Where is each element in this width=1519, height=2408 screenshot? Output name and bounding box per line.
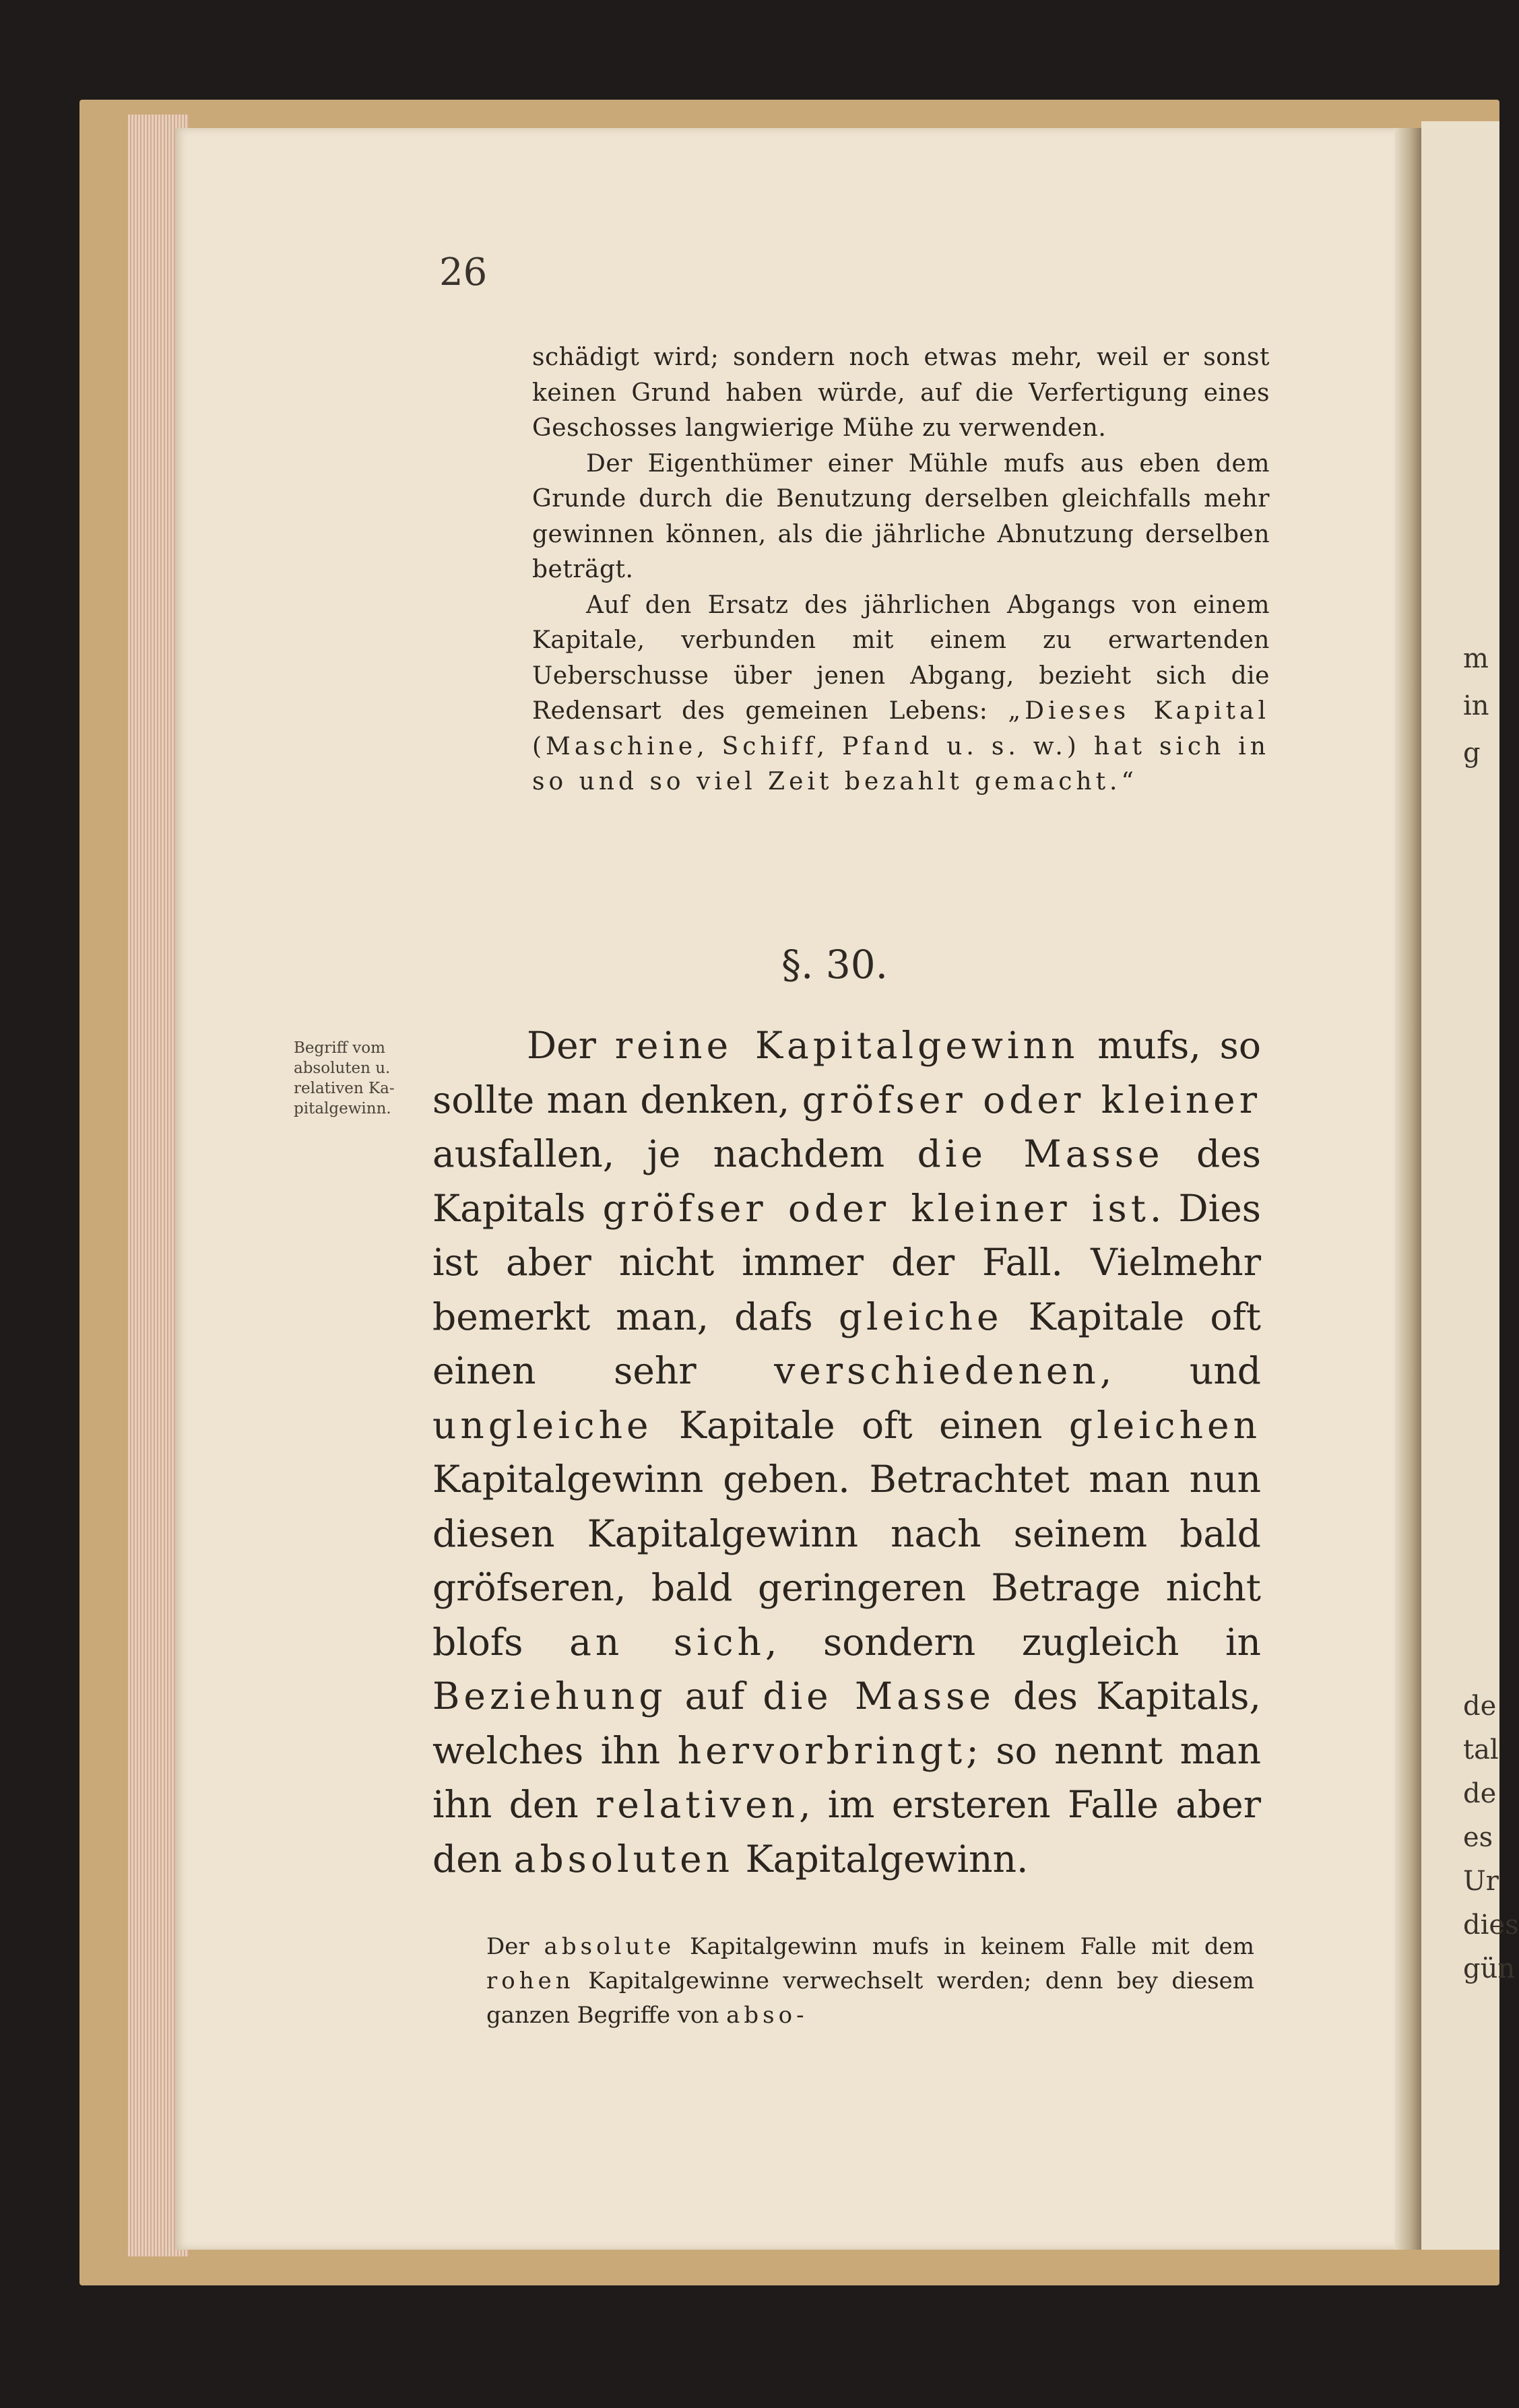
main-paragraph	[432, 1018, 1261, 1886]
text: Kapitalgewinn.	[734, 1837, 1029, 1881]
paragraph	[532, 588, 1270, 800]
emphasis: ungleiche	[432, 1403, 653, 1447]
text: , im ersteren Falle aber den	[432, 1783, 1261, 1881]
text: ; so nennt man ihn den	[432, 1728, 1261, 1826]
next-page-edge	[1421, 121, 1519, 2250]
text: des Kapitals	[432, 1132, 1262, 1230]
marginal-note-line: Begriff vom	[294, 1039, 385, 1057]
text: Der	[527, 1024, 615, 1067]
text: ausfallen, je nachdem	[432, 1132, 917, 1175]
next-page-fragment: dies	[1463, 1910, 1519, 1941]
emphasis: die Masse	[917, 1132, 1164, 1175]
emphasis: die Masse	[763, 1674, 995, 1718]
marginal-note-line: absoluten u.	[294, 1060, 391, 1077]
top-passage	[532, 340, 1270, 800]
emphasis: relativen	[595, 1783, 800, 1826]
text: Kapitalgewinn geben. Betrachtet man nun diesen Kapitalgewinn nach seinem bald gröfseren, bald geringeren Betrage nicht blofs	[432, 1458, 1261, 1664]
emphasis: Beziehung	[432, 1674, 667, 1718]
emphasis: gröfser oder kleiner ist	[602, 1186, 1150, 1230]
next-page-fragment: es	[1463, 1822, 1493, 1853]
footnote	[486, 1930, 1254, 2033]
emphasis: an sich	[569, 1620, 765, 1664]
paragraph	[486, 1930, 1254, 2033]
emphasis: rohen	[486, 1967, 575, 1994]
next-page-fragment: gün	[1463, 1953, 1516, 1984]
emphasis: gleichen	[1068, 1403, 1261, 1447]
next-page-fragment: in	[1463, 690, 1489, 721]
emphasis: gröfser oder kleiner	[802, 1078, 1261, 1121]
next-page-fragment: g	[1463, 738, 1481, 769]
next-page-fragment: Ur	[1463, 1866, 1499, 1897]
emphasis: gleiche	[838, 1295, 1003, 1338]
paragraph: Der Eigenthümer einer Mühle mufs aus eben dem Grunde durch die Benutzung derselben gleichfalls mehr gewinnen können, als die jährliche Abnutzung derselben beträgt.	[532, 449, 1270, 583]
text: auf	[666, 1674, 763, 1718]
marginal-note-line: pitalgewinn.	[294, 1100, 391, 1117]
next-page-fragment: de	[1463, 1691, 1497, 1722]
marginal-note	[294, 1038, 439, 1119]
text: , sondern zugleich in	[765, 1620, 1261, 1664]
text: des Kapitals, welches ihn	[432, 1674, 1261, 1772]
text: Der	[486, 1933, 544, 1960]
paragraph-text: Auf den Ersatz des jährlichen Abgangs von einem Kapitale, verbunden mit einem zu erwartenden Ueberschusse über jenen Abgang, bezieht sich die Redensart des gemeinen Lebens:	[532, 591, 1270, 725]
emphasis: hervorbringt	[677, 1728, 967, 1772]
next-page-fragment: m	[1463, 643, 1489, 674]
text: Kapitale oft einen	[652, 1403, 1069, 1447]
paragraph: schädigt wird; sondern noch etwas mehr, weil er sonst keinen Grund haben würde, auf die Verfertigung eines Geschosses langwierige Mühe zu verwenden.	[532, 344, 1270, 442]
emphasis: reine Kapitalgewinn	[614, 1024, 1079, 1067]
text: Kapitalgewinne verwechselt werden; denn bey diesem ganzen Begriffe von	[486, 1967, 1254, 2029]
marginal-note-line: relativen Ka-	[294, 1080, 395, 1097]
emphasis: verschiedenen	[774, 1349, 1100, 1392]
page-number: 26	[439, 251, 488, 294]
next-page-fragment: de	[1463, 1778, 1497, 1809]
book-gutter	[1394, 128, 1421, 2250]
emphasis: abso-	[726, 2002, 808, 2029]
next-page-fragment: tal	[1463, 1734, 1499, 1765]
text: , und	[1099, 1349, 1261, 1392]
paragraph	[432, 1018, 1261, 1886]
text: Kapitale oft einen sehr	[432, 1295, 1261, 1392]
quotation: „Dieses Kapital (Maschine, Schiff, Pfand u. s. w.) hat sich in so und so viel Zeit bezahlt gemacht.“	[532, 697, 1270, 795]
text: mufs, so sollte man denken,	[432, 1024, 1261, 1121]
text: . Dies ist aber nicht immer der Fall. Vielmehr bemerkt man, dafs	[432, 1186, 1261, 1338]
emphasis: absoluten	[513, 1837, 734, 1881]
section-heading: §. 30.	[781, 942, 888, 987]
emphasis: absolute	[544, 1933, 676, 1960]
text: Kapitalgewinn mufs in keinem Falle mit dem	[675, 1933, 1254, 1960]
